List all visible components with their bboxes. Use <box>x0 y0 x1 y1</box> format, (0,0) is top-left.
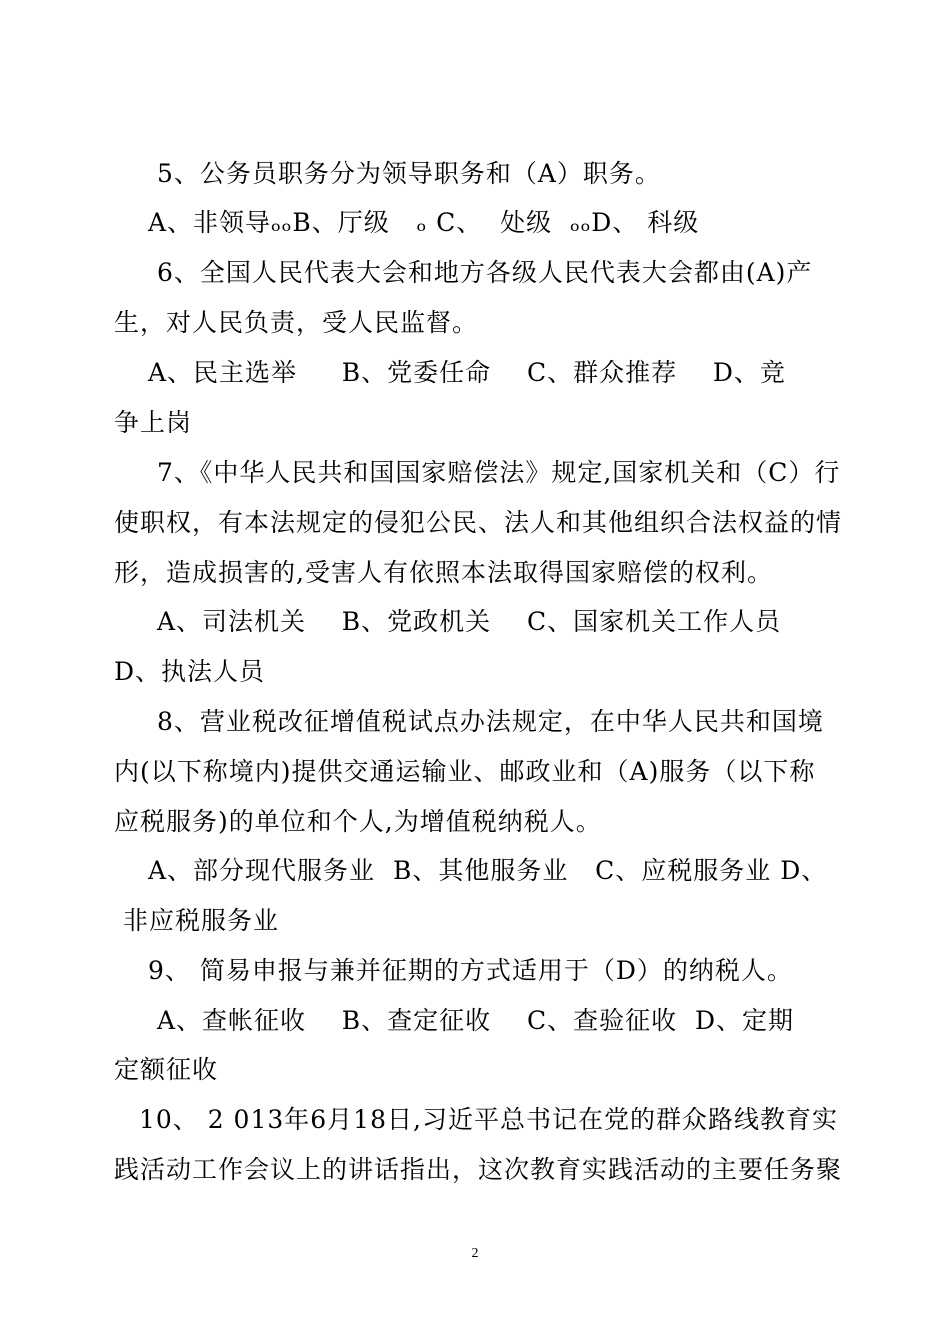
question-7-options-line-1: A、司法机关 B、党政机关 C、国家机关工作人员 <box>148 607 782 636</box>
question-10-stem-line-2: 践活动工作会议上的讲话指出，这次教育实践活动的主要任务聚 <box>114 1155 843 1184</box>
question-7-stem-line-3: 形，造成损害的,受害人有依照本法取得国家赔偿的权利。 <box>114 558 773 587</box>
question-6-stem-line-2: 生，对人民负责，受人民监督。 <box>114 308 479 337</box>
question-9-options-line-1: A、查帐征收 B、查定征收 C、查验征收 D、定期 <box>148 1006 795 1035</box>
question-6-options-line-1: A、民主选举 B、党委任命 C、群众推荐 D、竞 <box>148 358 786 387</box>
question-5-options: A、非领导ₒₒB、厅级 ₒ C、 处级 ₒₒD、 科级 <box>148 208 700 237</box>
question-9-stem: 9、 简易申报与兼并征期的方式适用于（D）的纳税人。 <box>148 956 793 985</box>
question-6-options-line-2: 争上岗 <box>114 408 193 437</box>
page-number: 2 <box>471 1246 479 1261</box>
question-8-options-line-1: A、部分现代服务业 B、其他服务业 C、应税服务业 D、 <box>148 856 828 885</box>
question-8-stem-line-1: 8、营业税改征增值税试点办法规定，在中华人民共和国境 <box>148 707 824 736</box>
question-9-options-line-2: 定额征收 <box>114 1055 219 1084</box>
question-5-stem: 5、公务员职务分为领导职务和（A）职务。 <box>148 159 661 188</box>
question-6-stem-line-1: 6、全国人民代表大会和地方各级人民代表大会都由(A)产 <box>148 258 813 287</box>
question-8-options-line-2: 非应税服务业 <box>114 906 279 935</box>
question-7-stem-line-1: 7、《中华人民共和国国家赔偿法》规定,国家机关和（C）行 <box>148 458 841 487</box>
question-7-options-line-2: D、执法人员 <box>114 657 266 686</box>
question-7-stem-line-2: 使职权，有本法规定的侵犯公民、法人和其他组织合法权益的情 <box>114 508 843 537</box>
question-8-stem-line-3: 应税服务)的单位和个人,为增值税纳税人。 <box>114 807 602 836</box>
question-10-stem-line-1: 10、 2 013年6月18日,习近平总书记在党的群众路线教育实 <box>130 1105 838 1134</box>
question-8-stem-line-2: 内(以下称境内)提供交通运输业、邮政业和（A)服务（以下称 <box>114 757 816 786</box>
